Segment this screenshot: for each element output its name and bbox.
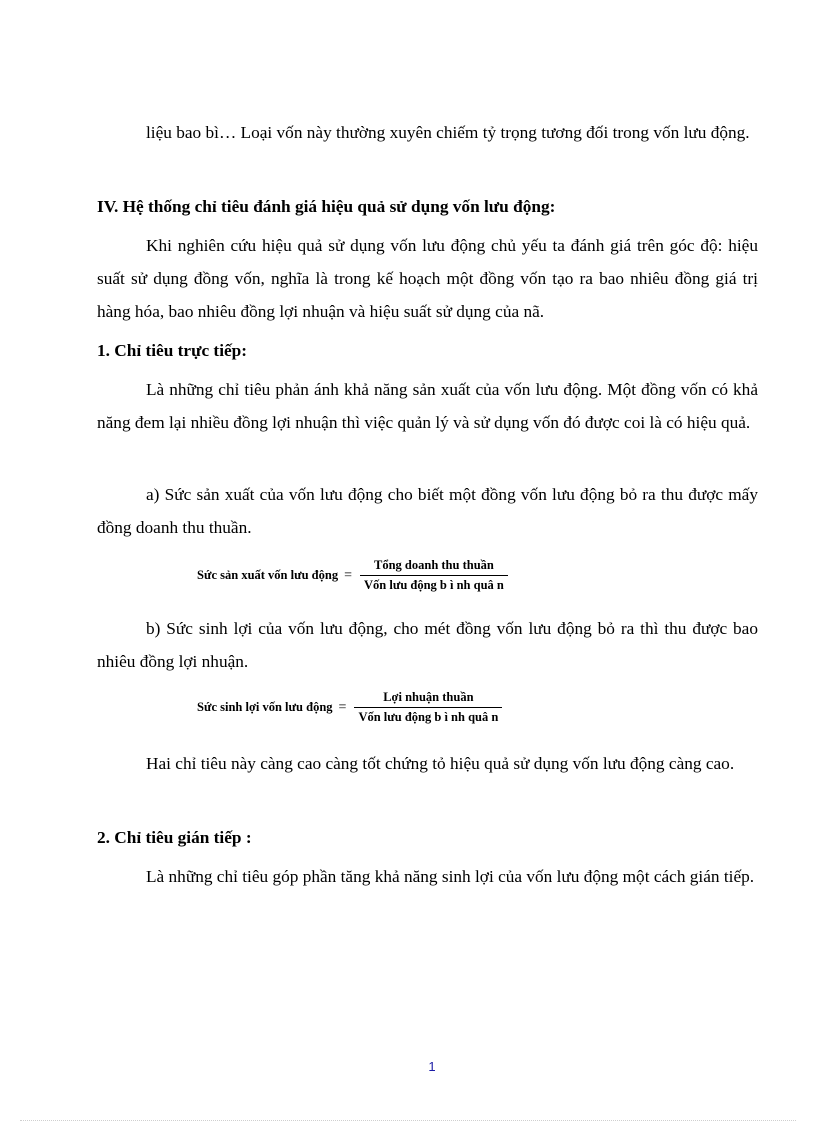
paragraph-6: Hai chỉ tiêu này càng cao càng tốt chứng tỏ hiệu quả sử dụng vốn lưu động càng cao.	[146, 754, 735, 773]
formula-2-numerator: Lợi nhuận thuần	[383, 690, 474, 704]
paragraph-3: Là những chỉ tiêu phản ánh khả năng sản xuất của vốn lưu động. Một đồng vốn có khả năng đem lại nhiều đồng lợi nhuận thì việc quản lý và sử dụng vốn đó được coi là có hiệu quả.	[97, 380, 758, 432]
formula-1-fraction	[360, 558, 508, 593]
paragraph-4: a) Sức sản xuất của vốn lưu động cho biết một đồng vốn lưu động bỏ ra thu được mấy đồng doanh thu thuần.	[97, 485, 758, 537]
formula-2-lhs: Sức sinh lợi vốn lưu động	[197, 700, 333, 714]
footer-divider	[20, 1120, 796, 1121]
heading-section-iv: IV. Hệ thống chỉ tiêu đánh giá hiệu quả sử dụng vốn lưu động:	[97, 197, 556, 216]
formula-profitability	[197, 690, 502, 725]
formula-1-denominator: Vốn lưu động b ì nh quâ n	[364, 578, 504, 592]
formula-production-capacity	[197, 558, 508, 593]
page-number: 1	[428, 1059, 436, 1074]
formula-2-denominator: Vốn lưu động b ì nh quâ n	[358, 710, 499, 724]
heading-direct-indicators: 1. Chỉ tiêu trực tiếp:	[97, 341, 248, 360]
formula-2-fraction	[354, 690, 502, 725]
formula-1-equals: =	[344, 567, 352, 583]
formula-1-numerator: Tổng doanh thu thuần	[374, 558, 494, 572]
paragraph-2: Khi nghiên cứu hiệu quả sử dụng vốn lưu động chủ yếu ta đánh giá trên góc độ: hiệu suất sử dụng đồng vốn, nghĩa là trong kế hoạch một đồng vốn tạo ra bao nhiêu đồng giá trị hàng hóa, bao nhiêu đồng lợi nhuận và hiệu suất sử dụng của nã.	[97, 236, 758, 321]
heading-indirect-indicators: 2. Chỉ tiêu gián tiếp :	[97, 828, 252, 847]
paragraph-5: b) Sức sinh lợi của vốn lưu động, cho mét đồng vốn lưu động bỏ ra thì thu được bao nhiêu đồng lợi nhuận.	[97, 619, 758, 671]
paragraph-1: liệu bao bì… Loại vốn này thường xuyên chiếm tỷ trọng tương đối trong vốn lưu động.	[146, 123, 750, 142]
paragraph-7: Là những chỉ tiêu góp phần tăng khả năng sinh lợi của vốn lưu động một cách gián tiếp.	[146, 867, 755, 886]
formula-2-equals: =	[338, 699, 347, 715]
formula-1-lhs: Sức sản xuất vốn lưu động	[197, 568, 339, 582]
